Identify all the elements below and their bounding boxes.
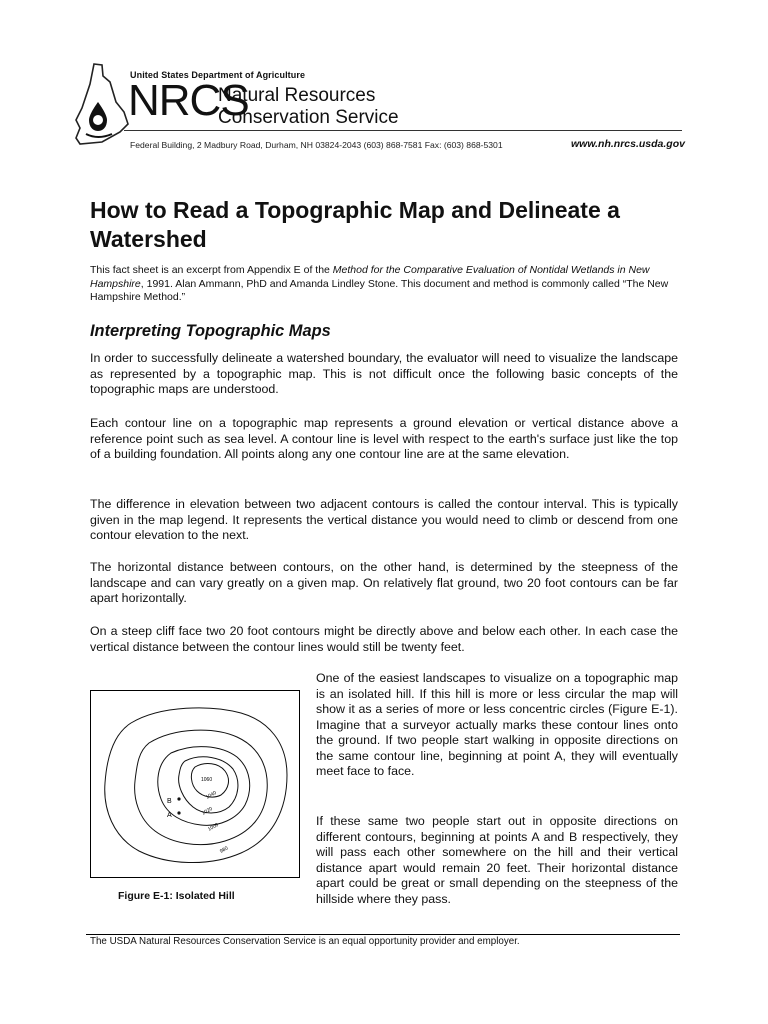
- body-paragraph: One of the easiest landscapes to visualize on a topographic map is an isolated hill. If this hill is more or less circular the map will show it as a series of more or less concentric circles (Figure E-1). Imagine that a surveyor actually marks these contour lines onto the ground. If two people start walking in opposite directions on the same contour line, beginning at point A, they will eventually meet face to face.: [316, 671, 678, 778]
- figure-caption: Figure E-1: Isolated Hill: [118, 890, 235, 902]
- contour-label-1000: 1000: [207, 821, 220, 833]
- body-paragraph: Each contour line on a topographic map represents a ground elevation or vertical distance above a reference point such as sea level. A contour line is level with respect to the earth's surface just like the top of a building foundation. All points along any one contour line are at the same elevation.: [90, 416, 678, 462]
- body-paragraph: If these same two people start out in opposite directions on different contours, beginning at points A and B respectively, they will pass each other somewhere on the hill and their vertical distance apart would remain 20 feet. Their horizontal distance apart could be great or small depending on the steepness of the hillside where they pass.: [316, 814, 678, 906]
- contour-line-980: [105, 708, 287, 863]
- body-paragraph: In order to successfully delineate a watershed boundary, the evaluator will need to visualize the landscape as represented by a topographic map. This is not difficult once the following basic concepts of the topographic maps are understood.: [90, 351, 678, 397]
- nh-state-outline-logo: [72, 62, 132, 146]
- body-paragraph: On a steep cliff face two 20 foot contours might be directly above and below each other. In each case the vertical distance between the contour lines would still be twenty feet.: [90, 624, 678, 654]
- footer-statement: The USDA Natural Resources Conservation Service is an equal opportunity provider and employer.: [90, 936, 520, 947]
- contour-label-1040: 1040: [205, 789, 218, 801]
- point-b-marker: [177, 797, 180, 800]
- section-heading: Interpreting Topographic Maps: [90, 322, 331, 340]
- intro-prefix: This fact sheet is an excerpt from Appendix E of the: [90, 264, 333, 276]
- point-a-marker: [177, 811, 180, 814]
- intro-paragraph: [90, 264, 680, 305]
- agency-name-line1: Natural Resources: [218, 85, 376, 106]
- usda-department-label: United States Department of Agriculture: [130, 70, 306, 80]
- method-title: Method for the Comparative Evaluation of Nontidal Wetlands in New Hampshire: [90, 264, 650, 290]
- contour-map: [91, 691, 299, 877]
- point-a-label: A: [167, 812, 172, 819]
- figure-isolated-hill: [90, 690, 300, 878]
- contour-label-1060: 1060: [201, 777, 213, 783]
- document-title: How to Read a Topographic Map and Delineate a Watershed: [90, 197, 620, 252]
- contour-line-1040: [179, 757, 238, 813]
- website-url[interactable]: www.nh.nrcs.usda.gov: [571, 138, 685, 150]
- contour-line-1000: [135, 730, 268, 845]
- header-divider: [124, 130, 682, 131]
- intro-suffix: , 1991. Alan Ammann, PhD and Amanda Lindley Stone. This document and method is commonly called “The New Hampshire Method.”: [90, 277, 669, 304]
- agency-name-line2: Conservation Service: [218, 107, 399, 128]
- contour-label-980: 980: [219, 845, 230, 855]
- contour-label-1020: 1020: [201, 805, 214, 817]
- body-paragraph: The horizontal distance between contours, on the other hand, is determined by the steepness of the landscape and can vary greatly on a given map. On relatively flat ground, two 20 foot contours can be far apart horizontally.: [90, 560, 678, 606]
- footer-divider: [86, 934, 680, 935]
- office-address: Federal Building, 2 Madbury Road, Durham, NH 03824-2043 (603) 868-7581 Fax: (603) 868-5301: [130, 140, 503, 150]
- nrcs-acronym: NRCS: [128, 76, 249, 125]
- body-paragraph: The difference in elevation between two adjacent contours is called the contour interval. This is typically given in the map legend. It represents the vertical distance you would need to climb or descend from one contour elevation to the next.: [90, 497, 678, 543]
- point-b-label: B: [167, 798, 172, 805]
